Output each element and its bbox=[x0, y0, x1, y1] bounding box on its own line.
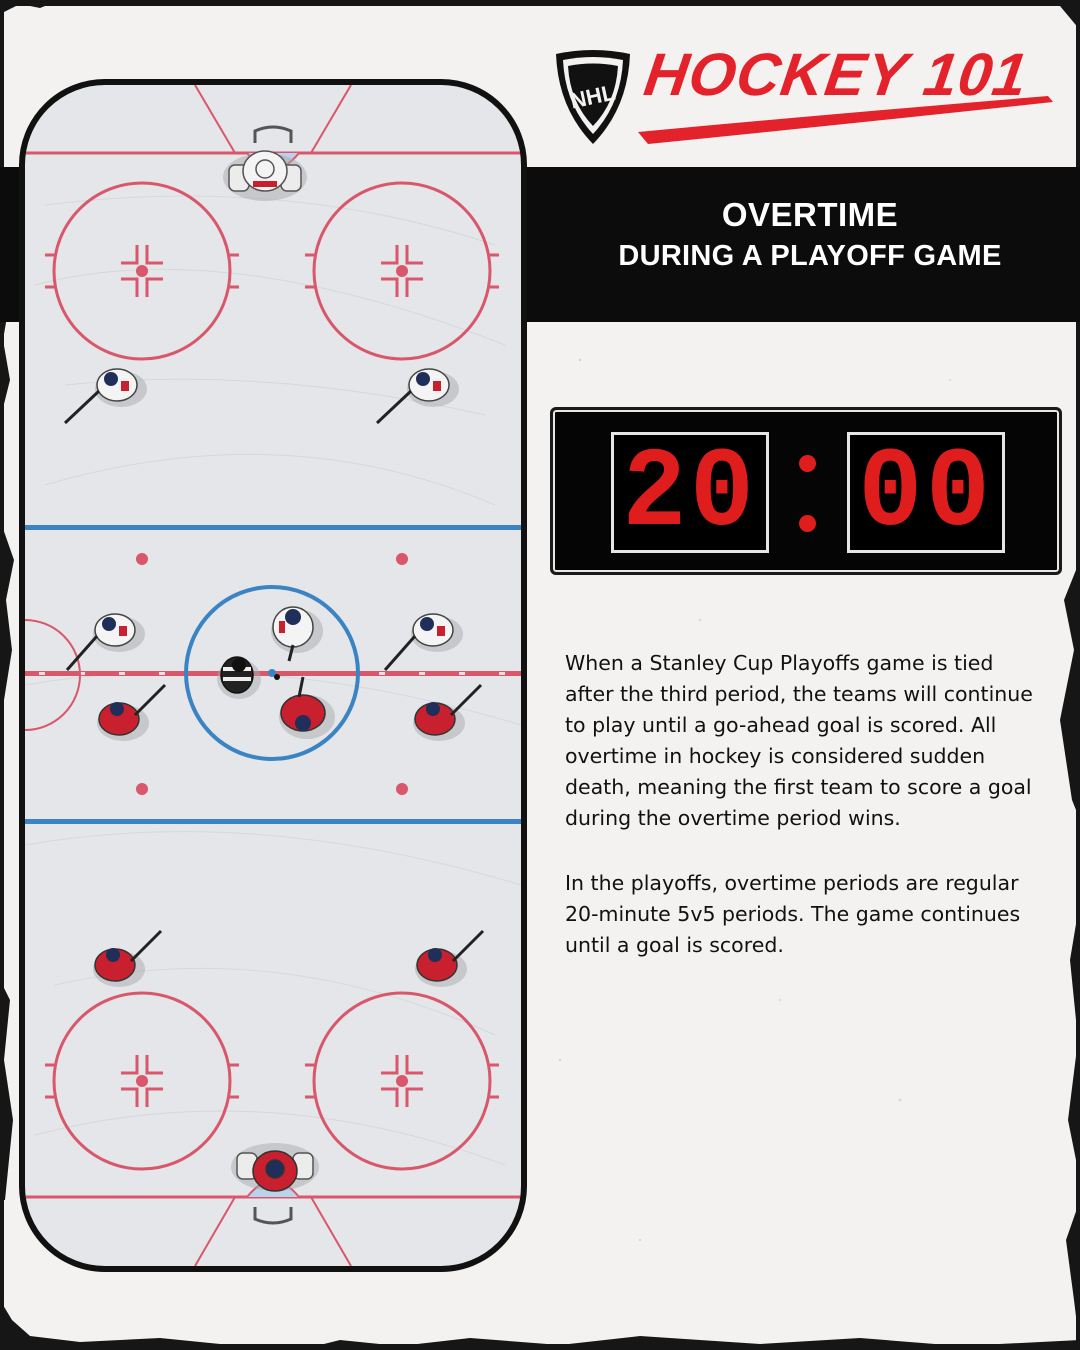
skater-white-1 bbox=[65, 369, 147, 423]
skater-white-2 bbox=[377, 369, 459, 423]
clock-colon-bottom bbox=[799, 515, 816, 532]
skater-red-1 bbox=[97, 685, 165, 741]
page-title: OVERTIME bbox=[721, 196, 899, 233]
explanation-paragraph-2 bbox=[565, 868, 1035, 961]
nhl-logo bbox=[548, 48, 638, 148]
clock-colon-top bbox=[799, 455, 816, 472]
svg-text:NHL: NHL bbox=[567, 79, 618, 114]
clock-seconds: 00 bbox=[858, 431, 994, 558]
skater-red-3 bbox=[93, 931, 161, 987]
explanation-paragraph-1 bbox=[565, 648, 1035, 834]
clock-minutes: 20 bbox=[622, 431, 758, 558]
players-layer bbox=[25, 85, 521, 1266]
referee bbox=[217, 657, 261, 699]
puck bbox=[274, 674, 280, 680]
clock-seconds-box bbox=[847, 431, 1005, 558]
brand-brush-stroke bbox=[628, 88, 1068, 148]
skater-white-center bbox=[271, 607, 323, 661]
paragraph-1-text: When a Stanley Cup Playoffs game is tied after the third period, the teams will continue to play until a go-ahead goal is scored. All overtime in hockey is considered sudden death, meaning the first team to score a goal during the overtime period wins. bbox=[565, 651, 1033, 830]
page-subtitle: DURING A PLAYOFF GAME bbox=[618, 240, 1002, 272]
skater-red-2 bbox=[413, 685, 481, 741]
goalie-bottom bbox=[231, 1143, 319, 1191]
skater-red-center bbox=[279, 677, 335, 739]
paragraph-2-text: In the playoffs, overtime periods are regular 20-minute 5v5 periods. The game continues until a goal is scored. bbox=[565, 871, 1021, 957]
skater-red-4 bbox=[415, 931, 483, 987]
skater-white-3 bbox=[67, 614, 145, 670]
hockey-rink bbox=[19, 79, 527, 1272]
game-clock-scoreboard bbox=[550, 407, 1062, 575]
skater-white-4 bbox=[385, 614, 463, 670]
hockey-101-wordmark: HOCKEY 101 bbox=[640, 41, 1033, 108]
clock-minutes-box bbox=[611, 431, 769, 558]
goalie-top bbox=[223, 151, 307, 201]
